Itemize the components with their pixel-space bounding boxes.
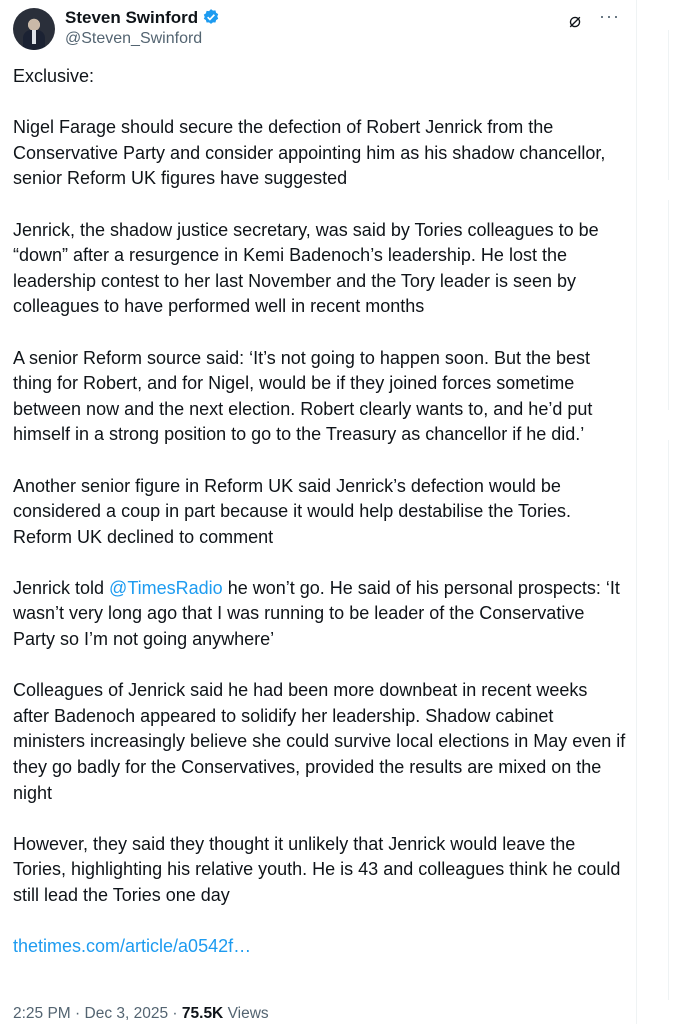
- mention-link[interactable]: @TimesRadio: [109, 577, 223, 598]
- paragraph: Jenrick told @TimesRadio he won’t go. He said of his personal prospects: ‘It wasn’t very long ago that I was running to be leader of the Conservative Party so I’m not going anywhere’: [13, 577, 620, 650]
- paragraph: Jenrick, the shadow justice secretary, was said by Tories colleagues to be “down” after a resurgence in Kemi Badenoch’s leadership. He lost the leadership contest to her last November and the Tory leader is seen by colleagues to have performed well in recent months: [13, 219, 599, 317]
- paragraph: Colleagues of Jenrick said he had been more downbeat in recent weeks after Badenoch appeared to solidify her leadership. Shadow cabinet ministers increasingly believe she could survive local elections in May even if they go badly for the Conservatives, provided the results are mixed on the night: [13, 680, 626, 803]
- article-link[interactable]: thetimes.com/article/a0542f…: [13, 936, 252, 957]
- grok-icon[interactable]: ⌀: [569, 10, 582, 32]
- paragraph: However, they said they thought it unlikely that Jenrick would leave the Tories, highlighting his relative youth. He is 43 and colleagues think he could still lead the Tories one day: [13, 833, 621, 905]
- paragraph: Exclusive:: [13, 66, 95, 86]
- timestamp-date[interactable]: Dec 3, 2025: [84, 1005, 169, 1022]
- column-divider: [636, 0, 637, 1024]
- author-name[interactable]: Steven Swinford: [65, 8, 220, 28]
- tweet-text: [13, 64, 627, 985]
- avatar[interactable]: [13, 8, 55, 50]
- side-panel-edge: [668, 200, 669, 410]
- side-panel-edge: [668, 30, 669, 180]
- tweet-header: [13, 6, 625, 52]
- author-handle[interactable]: @Steven_Swinford: [65, 30, 203, 47]
- views-label: Views: [223, 1005, 269, 1022]
- paragraph: Another senior figure in Reform UK said Jenrick’s defection would be considered a coup in part because it would help destabilise the Tories. Reform UK declined to comment: [13, 475, 572, 547]
- paragraph: Nigel Farage should secure the defection of Robert Jenrick from the Conservative Party and consider appointing him as his shadow chancellor, senior Reform UK figures have suggested: [13, 117, 606, 189]
- tweet-meta: 2:25 PM · Dec 3, 2025 · 75.5K Views: [13, 1005, 269, 1022]
- timestamp-time[interactable]: 2:25 PM: [13, 1005, 71, 1022]
- more-icon[interactable]: ···: [599, 6, 620, 26]
- paragraph: A senior Reform source said: ‘It’s not going to happen soon. But the best thing for Robert, and for Nigel, would be if they joined forces sometime between now and the next election. Robert clearly wants to, and he’d put himself in a strong position to go to the Treasury as chancellor if he did.’: [13, 347, 593, 445]
- side-panel-edge: [668, 440, 669, 1000]
- views-count: 75.5K: [181, 1005, 224, 1022]
- verified-badge-icon: [202, 8, 220, 26]
